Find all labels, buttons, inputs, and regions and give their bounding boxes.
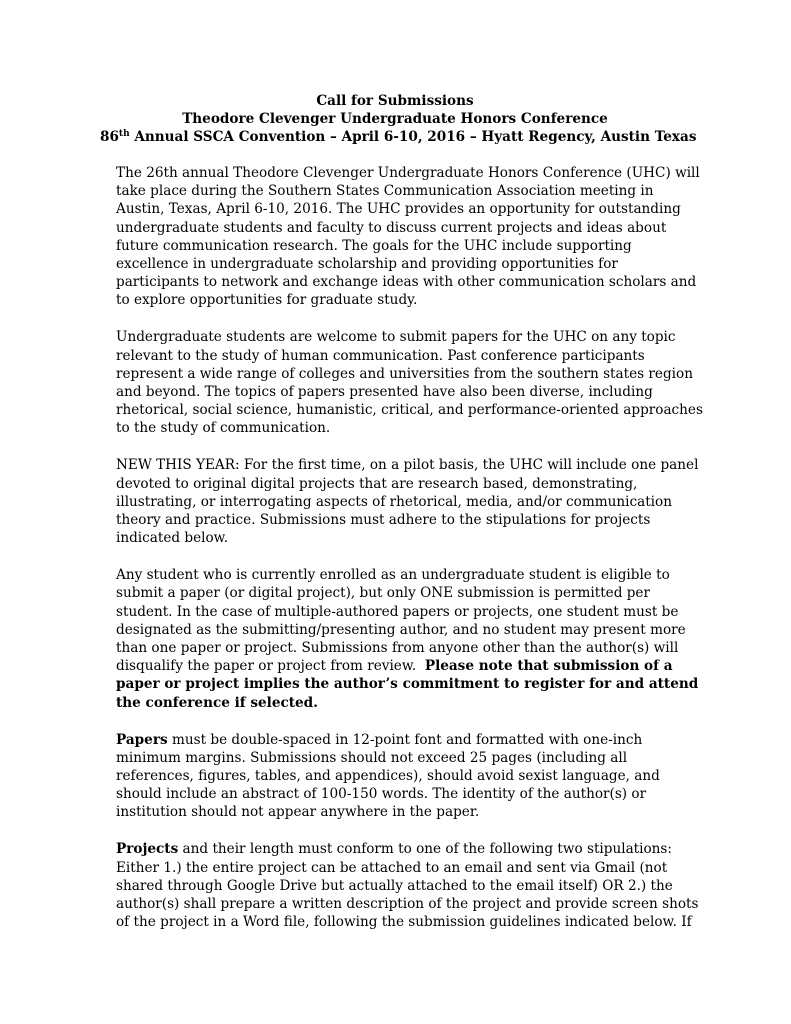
- text-line: shared through Google Drive but actually attached to the email itself) OR 2.) the: [116, 877, 673, 894]
- convention-number: 86: [100, 129, 119, 146]
- convention-details: Annual SSCA Convention – April 6-10, 2016 – Hyatt Regency, Austin Texas: [129, 129, 697, 146]
- registration-notice: paper or project implies the author’s commitment to register for and attend: [116, 676, 699, 693]
- text-line: institution should not appear anywhere in the paper.: [116, 804, 480, 821]
- text-line: [116, 657, 676, 675]
- text-line: participants to network and exchange ideas with other communication scholars and: [116, 274, 697, 291]
- text-line: references, figures, tables, and appendices), should avoid sexist language, and: [116, 768, 660, 785]
- text-line: minimum margins. Submissions should not exceed 25 pages (including all: [116, 749, 628, 766]
- text-line: future communication research. The goals for the UHC include supporting: [116, 237, 632, 254]
- text-line: [116, 840, 676, 858]
- text-line: rhetorical, social science, humanistic, critical, and performance-oriented approaches: [116, 402, 703, 419]
- conference-name: Theodore Clevenger Undergraduate Honors Conference: [182, 111, 608, 128]
- text-line: Either 1.) the entire project can be attached to an email and sent via Gmail (not: [116, 859, 668, 876]
- text-line: author(s) shall prepare a written description of the project and provide screen shots: [116, 896, 699, 913]
- text-line: designated as the submitting/presenting author, and no student may present more: [116, 621, 686, 638]
- papers-heading: Papers: [116, 731, 168, 748]
- text-line: represent a wide range of colleges and universities from the southern states region: [116, 365, 693, 382]
- text-line: Undergraduate students are welcome to submit papers for the UHC on any topic: [116, 329, 676, 346]
- topics-paragraph: [116, 328, 703, 437]
- document-header: [100, 92, 697, 147]
- convention-line: [100, 128, 697, 146]
- text-line: excellence in undergraduate scholarship and providing opportunities for: [116, 256, 618, 273]
- text-line: to the study of communication.: [116, 420, 331, 437]
- text-line: and beyond. The topics of papers presented have also been diverse, including: [116, 384, 653, 401]
- text-line: should include an abstract of 100-150 words. The identity of the author(s) or: [116, 786, 647, 803]
- page-title: Call for Submissions: [316, 93, 474, 109]
- intro-paragraph: [116, 164, 700, 310]
- text-span: must be double-spaced in 12-point font and formatted with one-inch: [167, 731, 643, 748]
- text-line: Any student who is currently enrolled as an undergraduate student is eligible to: [116, 567, 670, 584]
- text-line: NEW THIS YEAR: For the first time, on a pilot basis, the UHC will include one panel: [116, 457, 699, 474]
- text-line: than one paper or project. Submissions from anyone other than the author(s) will: [116, 640, 679, 657]
- text-line: Austin, Texas, April 6-10, 2016. The UHC provides an opportunity for outstanding: [116, 201, 681, 218]
- text-line: indicated below.: [116, 530, 229, 547]
- new-this-year-paragraph: [116, 456, 699, 547]
- text-line: theory and practice. Submissions must adhere to the stipulations for projects: [116, 512, 651, 529]
- text-line: The 26th annual Theodore Clevenger Undergraduate Honors Conference (UHC) will: [116, 165, 700, 181]
- text-line: illustrating, or interrogating aspects of rhetorical, media, and/or communication: [116, 493, 672, 510]
- projects-paragraph: [116, 840, 699, 931]
- text-line: [116, 731, 676, 749]
- text-line: take place during the Southern States Communication Association meeting in: [116, 183, 654, 200]
- projects-heading: Projects: [116, 841, 179, 858]
- registration-notice: Please note that submission of a: [424, 658, 673, 675]
- registration-notice: the conference if selected.: [116, 694, 318, 711]
- text-line: of the project in a Word file, following the submission guidelines indicated below. If: [116, 914, 692, 931]
- text-line: devoted to original digital projects that are research based, demonstrating,: [116, 475, 638, 492]
- text-line: to explore opportunities for graduate study.: [116, 292, 418, 309]
- text-span: and their length must conform to one of the following two stipulations:: [178, 841, 672, 858]
- text-line: student. In the case of multiple-authored papers or projects, one student must be: [116, 603, 679, 620]
- document-body: [116, 164, 703, 950]
- text-line: submit a paper (or digital project), but only ONE submission is permitted per: [116, 585, 650, 602]
- convention-ordinal: th: [118, 129, 130, 140]
- papers-paragraph: [116, 731, 676, 822]
- text-line: undergraduate students and faculty to discuss current projects and ideas about: [116, 219, 667, 236]
- text-span: disqualify the paper or project from review.: [116, 658, 425, 675]
- eligibility-paragraph: [116, 566, 699, 712]
- text-line: relevant to the study of human communication. Past conference participants: [116, 347, 645, 364]
